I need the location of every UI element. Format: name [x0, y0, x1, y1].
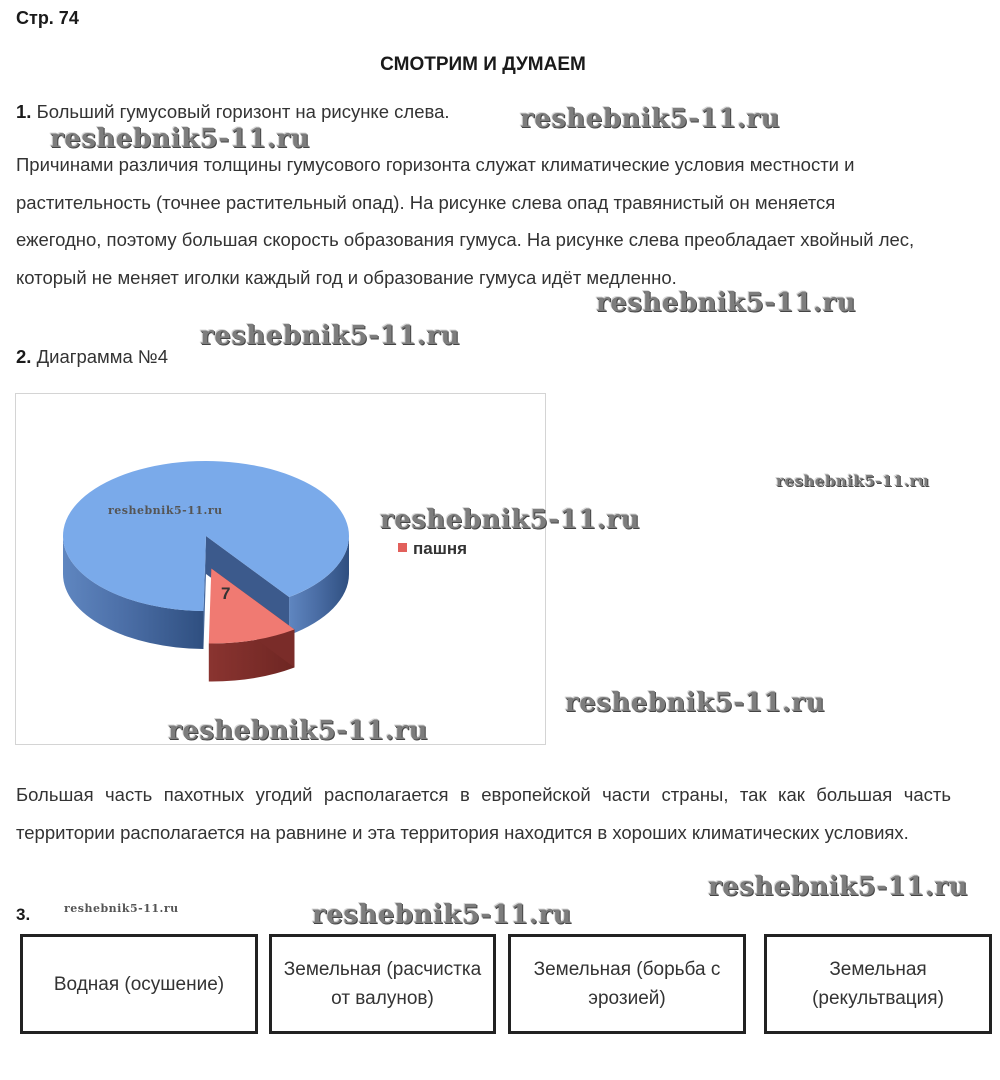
answer-box-2: Земельная (расчистка от валунов)	[269, 934, 496, 1034]
pie-chart-frame	[15, 393, 546, 745]
question-1-answer: Больший гумусовый горизонт на рисунке слева.	[36, 101, 450, 122]
pie-slice-main	[63, 461, 349, 611]
legend-swatch-pashnya	[398, 543, 407, 552]
question-1-number: 1.	[16, 101, 32, 122]
watermark: reshebnik5-11.ru	[64, 902, 179, 915]
question-1-explanation: Причинами различия толщины гумусового горизонта служат климатические условия местности и растительность (точнее растительный опад). На рисунке слева опад травянистый он меняется ежегодно, поэтому большая скорость образования гумуса. На рисунке слева преобладает хвойный лес, который не меняет иголки каждый год и образование гумуса идёт медленно.	[16, 154, 915, 288]
watermark: reshebnik5-11.ru	[708, 872, 969, 902]
question-2-label: Диаграмма №4	[36, 346, 169, 367]
watermark: reshebnik5-11.ru	[520, 104, 781, 134]
chart-legend	[398, 539, 467, 559]
legend-label-pashnya: пашня	[413, 539, 468, 558]
watermark: reshebnik5-11.ru	[596, 288, 857, 318]
watermark: reshebnik5-11.ru	[380, 505, 641, 535]
watermark: reshebnik5-11.ru	[565, 688, 826, 718]
answer-box-3: Земельная (борьба с эрозией)	[508, 934, 746, 1034]
question-3-number: 3.	[16, 905, 31, 924]
question-2	[16, 346, 168, 368]
question-1	[16, 101, 450, 123]
watermark: reshebnik5-11.ru	[200, 321, 461, 351]
answer-box-4: Земельная (рекультвация)	[764, 934, 992, 1034]
watermark: reshebnik5-11.ru	[312, 900, 573, 930]
page-number: Стр. 74	[16, 8, 79, 28]
answer-box-1: Водная (осушение)	[20, 934, 258, 1034]
pie-chart	[16, 394, 545, 744]
pie-slice-label: 7	[221, 584, 231, 603]
watermark: reshebnik5-11.ru	[168, 716, 429, 746]
watermark: reshebnik5-11.ru	[50, 124, 311, 154]
question-2-conclusion: Большая часть пахотных угодий располагается в европейской части страны, так как большая часть территории располагается на равнине и эта территория находится в хороших климатических условиях.	[16, 784, 951, 843]
watermark: reshebnik5-11.ru	[776, 472, 930, 490]
page-title: СМОТРИМ И ДУМАЕМ	[380, 54, 586, 75]
question-2-number: 2.	[16, 346, 32, 367]
watermark: reshebnik5-11.ru	[108, 504, 223, 517]
